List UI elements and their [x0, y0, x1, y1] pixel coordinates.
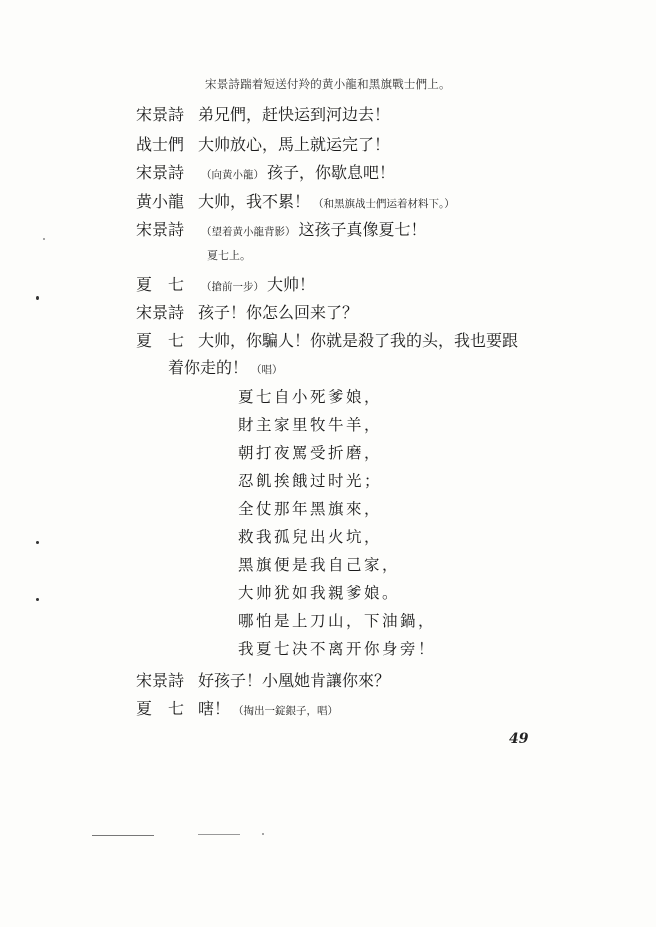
dialogue-line: [136, 189, 458, 212]
dialogue-text: 嗐！: [198, 699, 231, 718]
speaker-name: 夏 七: [136, 275, 185, 294]
dialogue-text: 好孩子！小凰她肯讓你來？: [198, 671, 391, 690]
speaker-name: 黄小龍: [136, 192, 185, 211]
scan-speck: [36, 598, 39, 601]
stage-direction-inline: （搶前一步）: [201, 281, 264, 293]
verse-line: 朝打夜罵受折磨，: [238, 444, 383, 462]
verse-line: 忍飢挨餓过时光；: [238, 472, 383, 490]
dialogue-line: [136, 217, 427, 240]
verse-line: 哪怕是上刀山，下油鍋，: [238, 612, 437, 630]
dialogue-line: [136, 132, 390, 155]
stage-direction-opening: 宋景詩踹着短送付羚的黄小龍和黑旗戰士們上。: [205, 77, 451, 91]
stage-direction-inline: （和黑旗战士們运着材料下。）: [313, 198, 455, 210]
speaker-name: 宋景詩: [136, 220, 185, 239]
page-number: 49: [509, 731, 529, 747]
scan-speck: [262, 833, 264, 835]
verse-line: 全仗那年黑旗來，: [238, 500, 383, 518]
verse-line: 救我孤兒出火坑，: [238, 528, 383, 546]
speaker-name: 宋景詩: [136, 671, 185, 690]
dialogue-text: 弟兄們，赶快运到河边去！: [198, 105, 391, 124]
speaker-name: 宋景詩: [136, 303, 185, 322]
dialogue-text: 大帅！: [267, 275, 316, 294]
dialogue-line: [136, 328, 518, 351]
dialogue-line: [136, 668, 390, 691]
dialogue-text: 大帅，我不累！: [198, 192, 311, 211]
scan-speck: [36, 541, 39, 544]
dialogue-text: 这孩子真像夏七！: [298, 220, 427, 239]
dialogue-line: [136, 272, 315, 295]
speaker-name: 宋景詩: [136, 163, 185, 182]
dialogue-text: 大帅放心，馬上就运完了！: [198, 135, 391, 154]
dialogue-text: 着你走的！: [168, 358, 249, 377]
verse-line: 黑旗便是我自己家，: [238, 556, 401, 574]
stage-direction-inline: （掏出一錠銀子，唱）: [233, 705, 339, 717]
scan-speck: [36, 296, 39, 300]
verse-line: 財主家里牧牛羊，: [238, 416, 383, 434]
dialogue-line: [136, 102, 390, 125]
verse-line: 我夏七决不离开你身旁！: [238, 640, 437, 658]
dialogue-line: [136, 300, 358, 323]
scan-smudge: [198, 834, 240, 835]
dialogue-line: [136, 160, 395, 183]
stage-direction-inline: （望着黄小龍背影）: [201, 226, 296, 238]
dialogue-continuation: [168, 355, 286, 378]
speaker-name: 夏 七: [136, 331, 185, 350]
stage-direction-inline: （向黄小龍）: [201, 169, 264, 181]
dialogue-text: 大帅，你騙人！你就是殺了我的头，我也要跟: [198, 331, 519, 350]
stage-direction-inline: （唱）: [251, 364, 283, 376]
verse-line: 夏七自小死爹娘，: [238, 388, 383, 406]
verse-line: 大帅犹如我親爹娘。: [238, 584, 401, 602]
dialogue-line: [136, 696, 341, 719]
stage-direction-entrance: 夏七上。: [207, 249, 251, 262]
speaker-name: 夏 七: [136, 699, 185, 718]
speaker-name: 宋景詩: [136, 105, 185, 124]
speaker-name: 战士們: [136, 135, 185, 154]
scan-smudge: [92, 835, 154, 836]
dialogue-text: 孩子，你歇息吧！: [267, 163, 396, 182]
dialogue-text: 孩子！你怎么回来了？: [198, 303, 359, 322]
scan-speck: [43, 238, 45, 240]
